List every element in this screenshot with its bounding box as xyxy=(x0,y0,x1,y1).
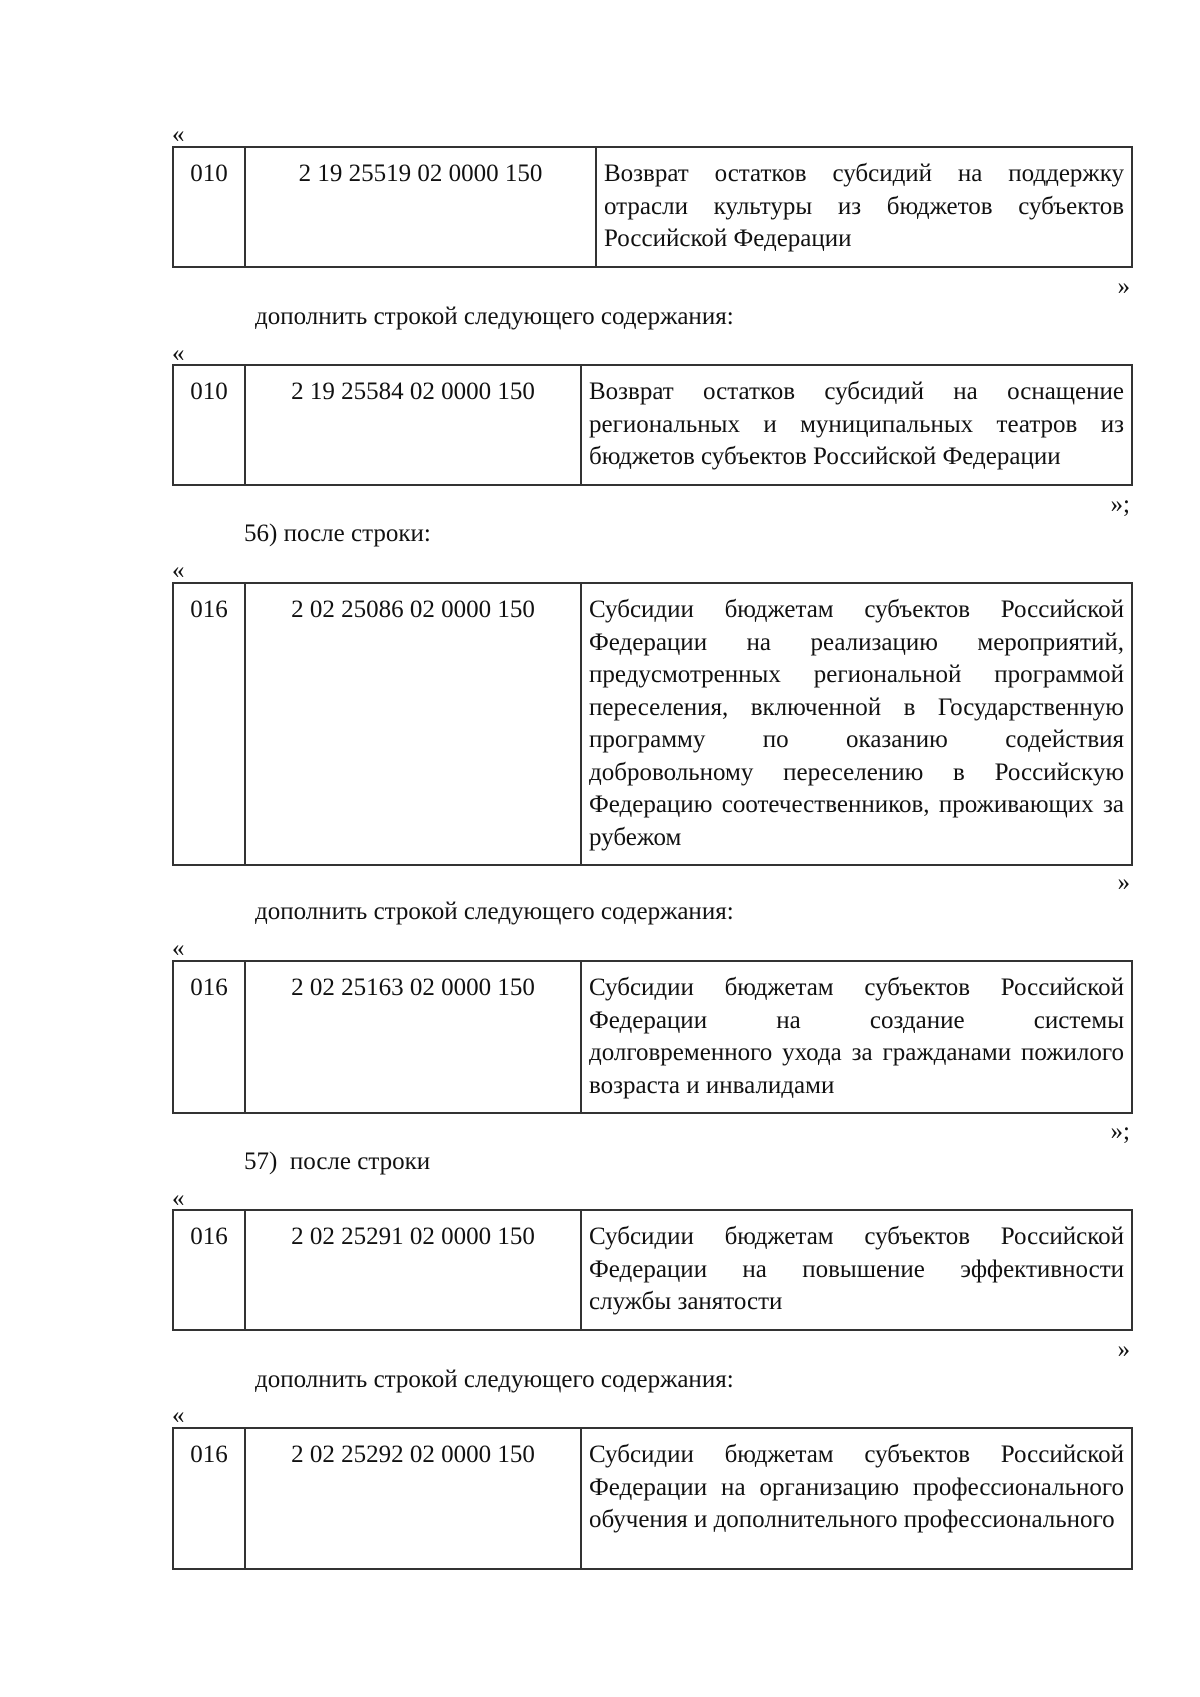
open-quote: « xyxy=(172,121,185,148)
kbk-code: 2 02 25291 02 0000 150 xyxy=(245,1210,581,1330)
item-56-text: 56) после строки: xyxy=(244,520,431,547)
item-57-text: 57) после строки xyxy=(244,1148,431,1175)
open-quote: « xyxy=(172,557,185,584)
admin-code: 016 xyxy=(173,961,245,1113)
close-quote: »; xyxy=(1110,491,1130,518)
admin-code: 010 xyxy=(173,365,245,485)
instruction-text: дополнить строкой следующего содержания: xyxy=(255,898,734,925)
close-quote: » xyxy=(1117,273,1130,300)
table-row xyxy=(172,582,1133,866)
open-quote: « xyxy=(172,1402,185,1429)
open-quote: « xyxy=(172,1185,185,1212)
admin-code: 016 xyxy=(173,1210,245,1330)
income-name: Возврат остатков субсидий на оснащение региональных и муниципальных театров из бюджетов субъектов Российской Федерации xyxy=(581,365,1132,485)
instruction-text: дополнить строкой следующего содержания: xyxy=(255,303,734,330)
table-row xyxy=(172,364,1133,486)
kbk-code: 2 19 25584 02 0000 150 xyxy=(245,365,581,485)
instruction-text: дополнить строкой следующего содержания: xyxy=(255,1366,734,1393)
open-quote: « xyxy=(172,340,185,367)
close-quote: » xyxy=(1117,1336,1130,1363)
kbk-code: 2 02 25086 02 0000 150 xyxy=(245,583,581,865)
income-name: Субсидии бюджетам субъектов Российской Федерации на создание системы долговременного ухода за гражданами пожилого возраста и инвалидами xyxy=(581,961,1132,1113)
close-quote: » xyxy=(1117,869,1130,896)
open-quote: « xyxy=(172,935,185,962)
income-name: Субсидии бюджетам субъектов Российской Федерации на реализацию мероприятий, предусмотренных региональной программой переселения, включенной в Государственную программу по оказанию содействия добровольному переселению в Российскую Федерацию соотечественников, проживающих за рубежом xyxy=(581,583,1132,865)
table-row xyxy=(172,146,1133,268)
admin-code: 016 xyxy=(173,1428,245,1569)
admin-code: 016 xyxy=(173,583,245,865)
table-row xyxy=(172,1427,1133,1570)
admin-code: 010 xyxy=(173,147,245,267)
table-row xyxy=(172,1209,1133,1331)
kbk-code: 2 02 25292 02 0000 150 xyxy=(245,1428,581,1569)
kbk-code: 2 19 25519 02 0000 150 xyxy=(245,147,596,267)
income-name: Субсидии бюджетам субъектов Российской Федерации на повышение эффективности службы занятости xyxy=(581,1210,1132,1330)
income-name: Возврат остатков субсидий на поддержку отрасли культуры из бюджетов субъектов Российской Федерации xyxy=(596,147,1132,267)
income-name: Субсидии бюджетам субъектов Российской Федерации на организацию профессионального обучения и дополнительного профессионального xyxy=(581,1428,1132,1569)
close-quote: »; xyxy=(1110,1118,1130,1145)
kbk-code: 2 02 25163 02 0000 150 xyxy=(245,961,581,1113)
table-row xyxy=(172,960,1133,1114)
